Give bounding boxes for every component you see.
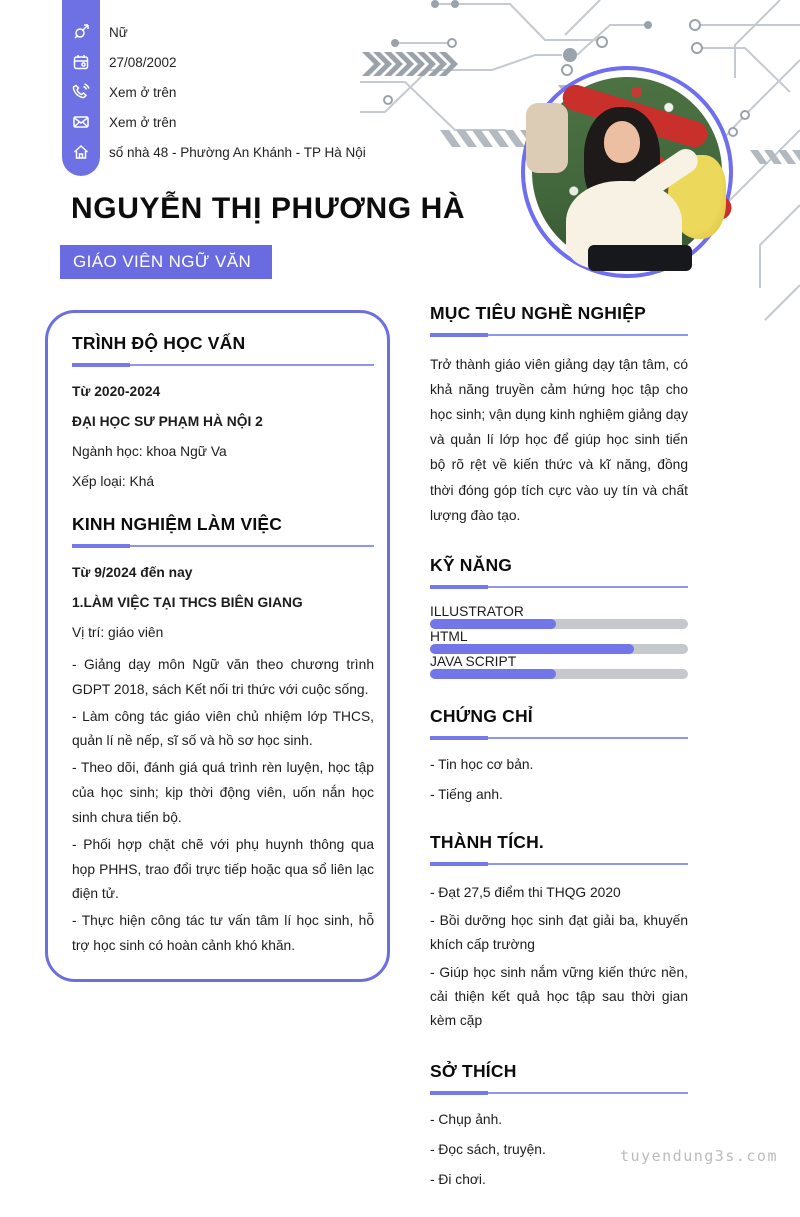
skill-name: JAVA SCRIPT [430, 653, 517, 669]
experience-bullet: - Thực hiện công tác tư vấn tâm lí học sinh, hỗ trợ học sinh có hoàn cảnh khó khăn. [72, 913, 374, 954]
experience-bullet: - Phối hợp chặt chẽ với phụ huynh thông qua họp PHHS, trao đổi trực tiếp hoặc qua sổ liên lạc điện tử. [72, 836, 374, 902]
left-column-box [45, 310, 390, 982]
contact-birthday-value: 27/08/2002 [109, 54, 177, 70]
photo-wall [526, 103, 568, 173]
home-icon [62, 143, 100, 161]
skill-bar-javascript [430, 669, 688, 679]
certificates-section [430, 706, 688, 805]
watermark: tuyendung3s.com [620, 1147, 778, 1165]
experience-bullet: - Làm công tác giáo viên chủ nhiệm lớp THCS, quản lí nề nếp, sĩ số và hồ sơ học sinh. [72, 708, 374, 749]
skills-heading: KỸ NĂNG [430, 554, 513, 575]
heading-rule [430, 862, 688, 866]
contact-email-value: Xem ở trên [109, 114, 177, 130]
objective-section [430, 303, 688, 528]
photo-person-face [604, 121, 640, 163]
photo-person-skirt [588, 245, 692, 271]
experience-bullet: - Theo dõi, đánh giá quá trình rèn luyện, học tập của học sinh; kịp thời động viên, uốn nắn học sinh chưa tiến bộ. [72, 760, 374, 825]
skill-name: ILLUSTRATOR [430, 603, 524, 619]
skill-bar-illustrator [430, 619, 688, 629]
contact-address-value: số nhà 48 - Phường An Khánh - TP Hà Nội [109, 144, 366, 160]
heading-rule [430, 736, 688, 740]
objective-text: Trở thành giáo viên giảng dạy tận tâm, có khả năng truyền cảm hứng học tập cho học sinh; vận dụng kinh nghiệm giảng dạy và quản lí lớp học để giúp học sinh tiến bộ rõ rệt về kiến thức và kĩ năng, đồng thời đóng góp tích cực vào uy tín và chất lượng đào tạo. [430, 357, 688, 523]
hobby-item: - Chụp ảnh. [430, 1111, 503, 1127]
certificate-item: - Tiếng anh. [430, 786, 503, 802]
experience-position: Vị trí: giáo viên [72, 625, 164, 640]
skills-section [430, 555, 688, 679]
experience-bullet: - Giảng dạy môn Ngữ văn theo chương trình GDPT 2018, sách Kết nối tri thức với cuộc sống. [72, 657, 374, 697]
certificates-heading: CHỨNG CHỈ [430, 705, 533, 726]
experience-employer: 1.LÀM VIỆC TẠI THCS BIÊN GIANG [72, 595, 303, 610]
contact-row-birthday [62, 47, 622, 77]
heading-rule [72, 544, 374, 548]
experience-heading: KINH NGHIỆM LÀM VIỆC [72, 514, 283, 534]
heading-rule [430, 1091, 688, 1095]
achievements-heading: THÀNH TÍCH. [430, 831, 544, 852]
skill-name: HTML [430, 628, 468, 644]
email-icon [62, 113, 100, 131]
contact-row-gender [62, 17, 622, 47]
education-school: ĐẠI HỌC SƯ PHẠM HÀ NỘI 2 [72, 414, 263, 429]
education-major: Ngành học: khoa Ngữ Va [72, 444, 227, 459]
objective-heading: MỤC TIÊU NGHỀ NGHIỆP [430, 303, 646, 323]
contact-gender-value: Nữ [109, 24, 128, 40]
heading-rule [430, 585, 688, 589]
education-grade: Xếp loại: Khá [72, 474, 155, 489]
hobby-item: - Đi chơi. [430, 1171, 486, 1187]
heading-rule [430, 333, 688, 337]
contact-phone-value: Xem ở trên [109, 84, 177, 100]
hobbies-heading: SỞ THÍCH [430, 1060, 517, 1081]
education-period: Từ 2020-2024 [72, 384, 161, 399]
gender-icon [62, 23, 100, 41]
job-title-badge: GIÁO VIÊN NGỮ VĂN [60, 245, 272, 279]
profile-photo-ring [521, 66, 733, 278]
profile-photo [532, 77, 722, 267]
hobbies-section [430, 1061, 688, 1190]
heading-rule [72, 363, 374, 367]
achievement-item: - Bồi dưỡng học sinh đạt giải ba, khuyến khích cấp trường [430, 912, 688, 953]
education-heading: TRÌNH ĐỘ HỌC VẤN [72, 333, 246, 353]
calendar-icon [62, 53, 100, 71]
hobby-item: - Đọc sách, truyện. [430, 1141, 546, 1157]
skill-bar-html [430, 644, 688, 654]
achievements-section [430, 832, 688, 1034]
right-column [430, 303, 688, 1217]
phone-icon [62, 83, 100, 101]
achievement-item: - Đạt 27,5 điểm thi THQG 2020 [430, 884, 621, 900]
achievement-item: - Giúp học sinh nắm vững kiến thức nền, cải thiện kết quả học tập sau thời gian kèm cặp [430, 965, 688, 1029]
certificate-item: - Tin học cơ bản. [430, 756, 534, 772]
experience-period: Từ 9/2024 đến nay [72, 565, 193, 580]
candidate-name: NGUYỄN THỊ PHƯƠNG HÀ [71, 192, 466, 225]
